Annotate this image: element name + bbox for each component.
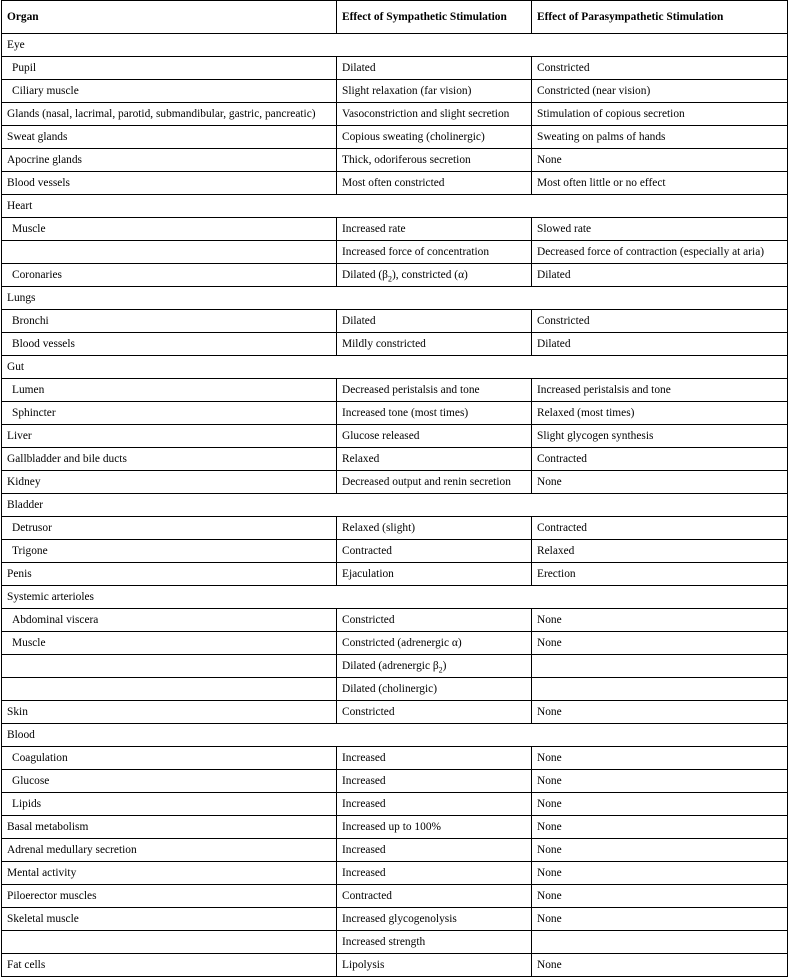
organ-cell: Glucose: [2, 770, 337, 793]
organ-cell: Muscle: [2, 218, 337, 241]
organ-cell: Liver: [2, 425, 337, 448]
organ-cell: Blood vessels: [2, 333, 337, 356]
parasympathetic-effect-cell: None: [532, 908, 788, 931]
section-row: [2, 494, 788, 517]
table-row: [2, 149, 788, 172]
section-title: Eye: [2, 34, 788, 57]
header-row: [2, 1, 788, 34]
table-row: [2, 517, 788, 540]
organ-cell: Muscle: [2, 632, 337, 655]
section-title: Lungs: [2, 287, 788, 310]
table-row: [2, 80, 788, 103]
parasympathetic-effect-cell: [532, 655, 788, 678]
sympathetic-effect-cell: Increased glycogenolysis: [337, 908, 532, 931]
parasympathetic-effect-cell: [532, 678, 788, 701]
parasympathetic-effect-cell: None: [532, 701, 788, 724]
sympathetic-effect-cell: Increased rate: [337, 218, 532, 241]
sympathetic-effect-cell: Dilated: [337, 310, 532, 333]
sympathetic-effect-cell: Contracted: [337, 885, 532, 908]
parasympathetic-effect-cell: Constricted (near vision): [532, 80, 788, 103]
parasympathetic-effect-cell: None: [532, 954, 788, 977]
organ-cell: Blood vessels: [2, 172, 337, 195]
sympathetic-effect-cell: Constricted: [337, 609, 532, 632]
autonomic-effects-table: [1, 0, 788, 977]
table-row: [2, 747, 788, 770]
organ-cell: Penis: [2, 563, 337, 586]
sympathetic-effect-cell: Decreased output and renin secretion: [337, 471, 532, 494]
parasympathetic-effect-cell: None: [532, 839, 788, 862]
table-row: [2, 333, 788, 356]
table-row: [2, 632, 788, 655]
parasympathetic-effect-cell: Stimulation of copious secretion: [532, 103, 788, 126]
sympathetic-effect-cell: Lipolysis: [337, 954, 532, 977]
table-row: [2, 425, 788, 448]
parasympathetic-effect-cell: Constricted: [532, 57, 788, 80]
section-title: Bladder: [2, 494, 788, 517]
table-row: [2, 908, 788, 931]
parasympathetic-effect-cell: Contracted: [532, 517, 788, 540]
sympathetic-effect-cell: Dilated $(\beta_2)$, constricted (α): [337, 264, 532, 287]
organ-cell: [2, 241, 337, 264]
sympathetic-effect-cell: Increased: [337, 747, 532, 770]
sympathetic-effect-cell: Contracted: [337, 540, 532, 563]
organ-cell: Fat cells: [2, 954, 337, 977]
organ-cell: Trigone: [2, 540, 337, 563]
sympathetic-effect-cell: Thick, odoriferous secretion: [337, 149, 532, 172]
parasympathetic-effect-cell: Dilated: [532, 264, 788, 287]
parasympathetic-effect-cell: Slowed rate: [532, 218, 788, 241]
sympathetic-effect-cell: Dilated: [337, 57, 532, 80]
organ-cell: Lipids: [2, 793, 337, 816]
parasympathetic-effect-cell: None: [532, 632, 788, 655]
organ-cell: Skeletal muscle: [2, 908, 337, 931]
table-row: [2, 264, 788, 287]
sympathetic-effect-cell: Increased tone (most times): [337, 402, 532, 425]
organ-cell: Bronchi: [2, 310, 337, 333]
table-row: [2, 770, 788, 793]
table-row: [2, 931, 788, 954]
sympathetic-effect-cell: Increased up to 100%: [337, 816, 532, 839]
parasympathetic-effect-cell: None: [532, 885, 788, 908]
organ-cell: Sweat glands: [2, 126, 337, 149]
sympathetic-effect-cell: Constricted (adrenergic α): [337, 632, 532, 655]
parasympathetic-effect-cell: Relaxed: [532, 540, 788, 563]
table-row: [2, 540, 788, 563]
table-row: [2, 241, 788, 264]
sympathetic-effect-cell: Increased: [337, 793, 532, 816]
table-row: [2, 954, 788, 977]
table-row: [2, 655, 788, 678]
sympathetic-effect-cell: Decreased peristalsis and tone: [337, 379, 532, 402]
table-body: [2, 34, 788, 977]
organ-cell: Skin: [2, 701, 337, 724]
organ-cell: Sphincter: [2, 402, 337, 425]
parasympathetic-effect-cell: None: [532, 747, 788, 770]
organ-cell: Coagulation: [2, 747, 337, 770]
section-row: [2, 356, 788, 379]
sympathetic-column-header: Effect of Sympathetic Stimulation: [337, 1, 532, 34]
parasympathetic-effect-cell: Contracted: [532, 448, 788, 471]
section-row: [2, 724, 788, 747]
organ-cell: Coronaries: [2, 264, 337, 287]
section-row: [2, 34, 788, 57]
organ-cell: Glands (nasal, lacrimal, parotid, submandibular, gastric, pancreatic): [2, 103, 337, 126]
table-row: [2, 218, 788, 241]
section-title: Heart: [2, 195, 788, 218]
table-row: [2, 609, 788, 632]
section-title: Gut: [2, 356, 788, 379]
table-row: [2, 701, 788, 724]
sympathetic-effect-cell: Increased: [337, 839, 532, 862]
sympathetic-effect-cell: Vasoconstriction and slight secretion: [337, 103, 532, 126]
organ-cell: Detrusor: [2, 517, 337, 540]
organ-cell: [2, 931, 337, 954]
table-row: [2, 448, 788, 471]
parasympathetic-effect-cell: Slight glycogen synthesis: [532, 425, 788, 448]
parasympathetic-effect-cell: [532, 931, 788, 954]
table-row: [2, 678, 788, 701]
sympathetic-effect-cell: Dilated (adrenergic $\beta_2$): [337, 655, 532, 678]
organ-cell: Kidney: [2, 471, 337, 494]
organ-cell: Piloerector muscles: [2, 885, 337, 908]
section-title: Blood: [2, 724, 788, 747]
sympathetic-effect-cell: Relaxed (slight): [337, 517, 532, 540]
parasympathetic-effect-cell: Increased peristalsis and tone: [532, 379, 788, 402]
sympathetic-effect-cell: Glucose released: [337, 425, 532, 448]
parasympathetic-effect-cell: None: [532, 770, 788, 793]
section-row: [2, 195, 788, 218]
organ-cell: Apocrine glands: [2, 149, 337, 172]
parasympathetic-effect-cell: Erection: [532, 563, 788, 586]
organ-cell: Adrenal medullary secretion: [2, 839, 337, 862]
sympathetic-effect-cell: Slight relaxation (far vision): [337, 80, 532, 103]
parasympathetic-effect-cell: Dilated: [532, 333, 788, 356]
organ-cell: [2, 678, 337, 701]
organ-cell: Mental activity: [2, 862, 337, 885]
table-row: [2, 839, 788, 862]
parasympathetic-effect-cell: Most often little or no effect: [532, 172, 788, 195]
organ-cell: Abdominal viscera: [2, 609, 337, 632]
section-row: [2, 287, 788, 310]
organ-column-header: Organ: [2, 1, 337, 34]
parasympathetic-effect-cell: None: [532, 862, 788, 885]
sympathetic-effect-cell: Most often constricted: [337, 172, 532, 195]
sympathetic-effect-cell: Increased: [337, 862, 532, 885]
parasympathetic-effect-cell: Relaxed (most times): [532, 402, 788, 425]
sympathetic-effect-cell: Increased force of concentration: [337, 241, 532, 264]
organ-cell: Lumen: [2, 379, 337, 402]
table-row: [2, 862, 788, 885]
organ-cell: Gallbladder and bile ducts: [2, 448, 337, 471]
sympathetic-effect-cell: Copious sweating (cholinergic): [337, 126, 532, 149]
table-row: [2, 793, 788, 816]
sympathetic-effect-cell: Dilated (cholinergic): [337, 678, 532, 701]
table-row: [2, 172, 788, 195]
parasympathetic-effect-cell: Constricted: [532, 310, 788, 333]
parasympathetic-effect-cell: Sweating on palms of hands: [532, 126, 788, 149]
parasympathetic-column-header: Effect of Parasympathetic Stimulation: [532, 1, 788, 34]
parasympathetic-effect-cell: None: [532, 793, 788, 816]
organ-cell: Ciliary muscle: [2, 80, 337, 103]
parasympathetic-effect-cell: None: [532, 816, 788, 839]
table-row: [2, 126, 788, 149]
organ-cell: Basal metabolism: [2, 816, 337, 839]
table-row: [2, 310, 788, 333]
sympathetic-effect-cell: Ejaculation: [337, 563, 532, 586]
section-row: [2, 586, 788, 609]
table-row: [2, 379, 788, 402]
organ-cell: [2, 655, 337, 678]
parasympathetic-effect-cell: None: [532, 471, 788, 494]
sympathetic-effect-cell: Relaxed: [337, 448, 532, 471]
sympathetic-effect-cell: Increased strength: [337, 931, 532, 954]
table-row: [2, 816, 788, 839]
parasympathetic-effect-cell: Decreased force of contraction (especially at aria): [532, 241, 788, 264]
organ-cell: Pupil: [2, 57, 337, 80]
sympathetic-effect-cell: Mildly constricted: [337, 333, 532, 356]
section-title: Systemic arterioles: [2, 586, 788, 609]
sympathetic-effect-cell: Constricted: [337, 701, 532, 724]
parasympathetic-effect-cell: None: [532, 609, 788, 632]
sympathetic-effect-cell: Increased: [337, 770, 532, 793]
table-row: [2, 563, 788, 586]
table-row: [2, 885, 788, 908]
table-row: [2, 402, 788, 425]
table-row: [2, 103, 788, 126]
table-row: [2, 471, 788, 494]
table-row: [2, 57, 788, 80]
parasympathetic-effect-cell: None: [532, 149, 788, 172]
